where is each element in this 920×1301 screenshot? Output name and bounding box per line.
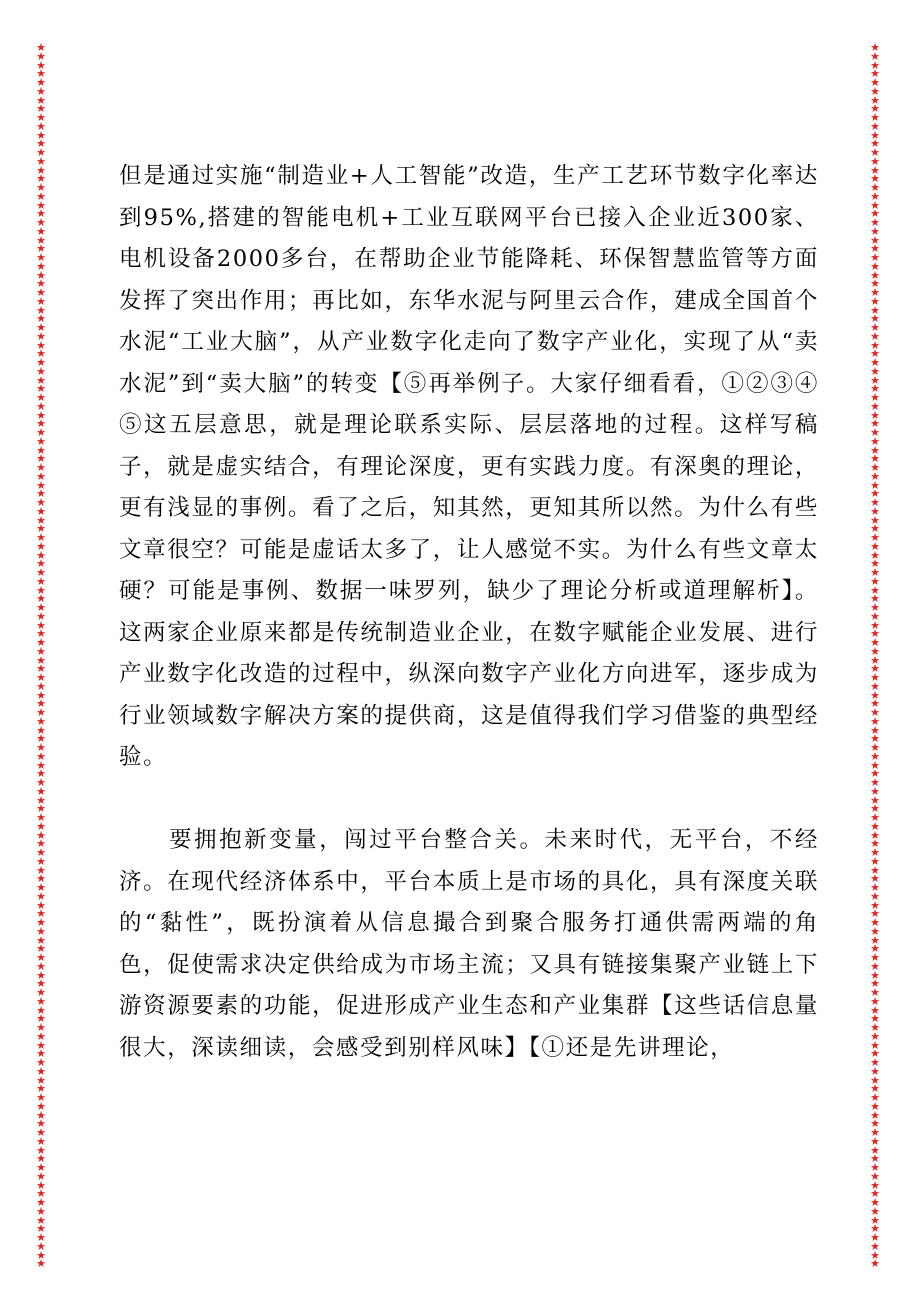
paragraph-continuation: 但是通过实施“制造业+人工智能”改造，生产工艺环节数字化率达到95%,搭建的智能电机+工业互联网平台已接入企业近300家、电机设备2000多台，在帮助企业节能降耗、环保智慧监管等方面发挥了突出作用；再比如，东华水泥与阿里云合作，建成全国首个水泥“工业大脑”，从产业数字化走向了数字产业化，实现了从“卖水泥”到“卖大脑”的转变【⑤再举例子。大家仔细看看，①②③④⑤这五层意思，就是理论联系实际、层层落地的过程。这样写稿子，就是虚实结合，有理论深度，更有实践力度。有深奥的理论，更有浅显的事例。看了之后，知其然，更知其所以然。为什么有些文章很空？可能是虚话太多了，让人感觉不实。为什么有些文章太硬？可能是事例、数据一味罗列，缺少了理论分析或道理解析】。这两家企业原来都是传统制造业企业，在数字赋能企业发展、进行产业数字化改造的过程中，纵深向数字产业化方向进军，逐步成为行业领域数字解决方案的提供商，这是值得我们学习借鉴的典型经验。 [119, 163, 819, 770]
document-body [119, 156, 819, 1069]
right-star-border: ★ ★ ★ ★ ★ ★ ★ ★ ★ ★ ★ ★ ★ ★ ★ ★ ★ ★ ★ ★ ★ ★ ★ ★ ★ ★ ★ ★ ★ ★ ★ ★ ★ ★ ★ ★ ★ ★ ★ ★ ★ ★ ★ ★ ★ ★ ★ ★ ★ ★ ★ ★ ★ ★ ★ ★ ★ ★ ★ ★ ★ ★ ★ ★ ★ ★ ★ ★ ★ ★ ★ ★ ★ ★ ★ ★ ★ ★ ★ ★ ★ ★ ★ ★ ★ ★ ★ ★ ★ ★ ★ ★ ★ ★ ★ ★ ★ ★ ★ ★ ★ ★ ★ ★ ★ ★ ★ ★ ★ ★ ★ ★ ★ ★ ★ ★ ★ ★ ★ ★ ★ ★ ★ ★ ★ ★ ★ ★ ★ ★ ★ ★ ★ ★ ★ ★ ★ ★ ★ ★ [870, 41, 880, 1271]
left-star-border: ★ ★ ★ ★ ★ ★ ★ ★ ★ ★ ★ ★ ★ ★ ★ ★ ★ ★ ★ ★ ★ ★ ★ ★ ★ ★ ★ ★ ★ ★ ★ ★ ★ ★ ★ ★ ★ ★ ★ ★ ★ ★ ★ ★ ★ ★ ★ ★ ★ ★ ★ ★ ★ ★ ★ ★ ★ ★ ★ ★ ★ ★ ★ ★ ★ ★ ★ ★ ★ ★ ★ ★ ★ ★ ★ ★ ★ ★ ★ ★ ★ ★ ★ ★ ★ ★ ★ ★ ★ ★ ★ ★ ★ ★ ★ ★ ★ ★ ★ ★ ★ ★ ★ ★ ★ ★ ★ ★ ★ ★ ★ ★ ★ ★ ★ ★ ★ ★ ★ ★ ★ ★ ★ ★ ★ ★ ★ ★ ★ ★ ★ ★ ★ ★ ★ ★ ★ ★ ★ ★ [36, 41, 46, 1271]
paragraph-platform-integration: 要拥抱新变量，闯过平台整合关。未来时代，无平台，不经济。在现代经济体系中，平台本质上是市场的具化，具有深度关联的“黏性”，既扮演着从信息撮合到聚合服务打通供需两端的角色，促使需求决定供给成为市场主流；又具有链接集聚产业链上下游资源要素的功能，促进形成产业生态和产业集群【这些话信息量很大，深读细读，会感受到别样风味】【①还是先讲理论， [119, 827, 819, 1061]
